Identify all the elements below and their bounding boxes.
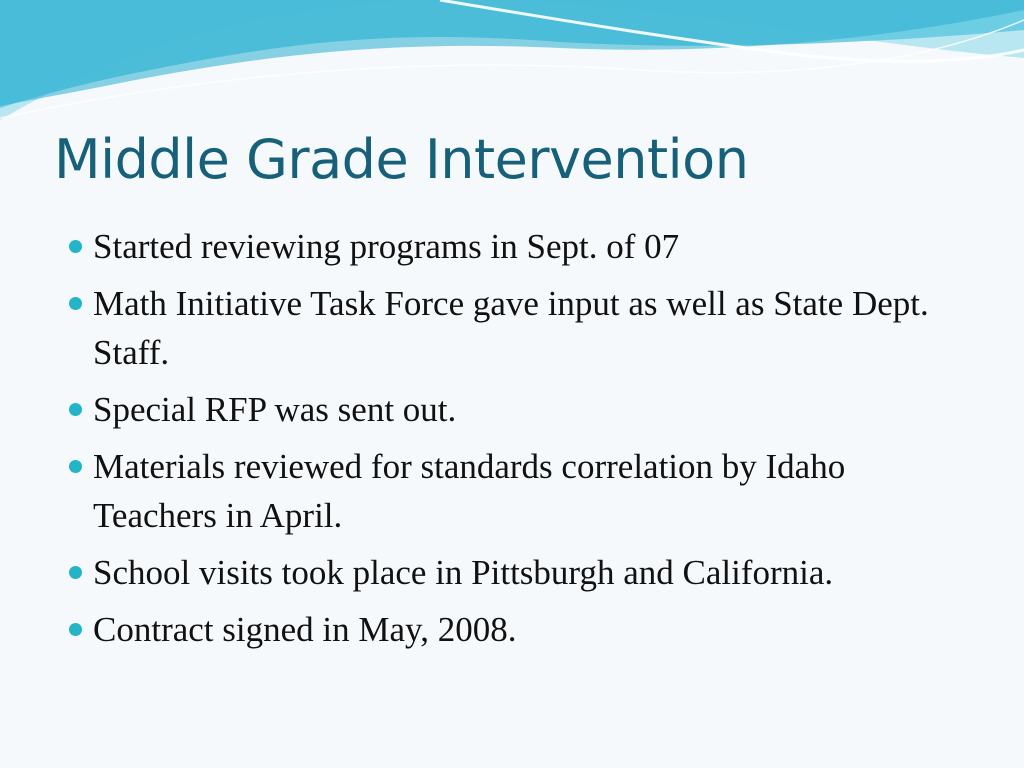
slide-title: Middle Grade Intervention	[54, 128, 749, 191]
bullet-item	[66, 279, 946, 377]
bullet-text: Special RFP was sent out.	[93, 390, 457, 429]
bullet-text: Materials reviewed for standards correlation by Idaho Teachers in April.	[93, 447, 846, 535]
bullet-item	[66, 385, 946, 434]
bullet-dot-icon	[69, 297, 82, 310]
bullet-dot-icon	[69, 623, 82, 636]
bullet-item	[66, 548, 946, 597]
bullet-dot-icon	[69, 566, 82, 579]
bullet-text: School visits took place in Pittsburgh and California.	[93, 553, 834, 592]
bullet-item	[66, 442, 946, 540]
bullet-item	[66, 605, 946, 654]
bullet-text: Contract signed in May, 2008.	[93, 610, 517, 649]
bullet-dot-icon	[69, 240, 82, 253]
decorative-wave-header	[0, 0, 1024, 130]
bullet-item	[66, 222, 946, 271]
bullet-text: Math Initiative Task Force gave input as well as State Dept. Staff.	[93, 284, 929, 372]
bullet-text: Started reviewing programs in Sept. of 07	[93, 227, 680, 266]
bullet-dot-icon	[69, 460, 82, 473]
bullet-dot-icon	[69, 403, 82, 416]
bullet-list	[66, 222, 946, 662]
